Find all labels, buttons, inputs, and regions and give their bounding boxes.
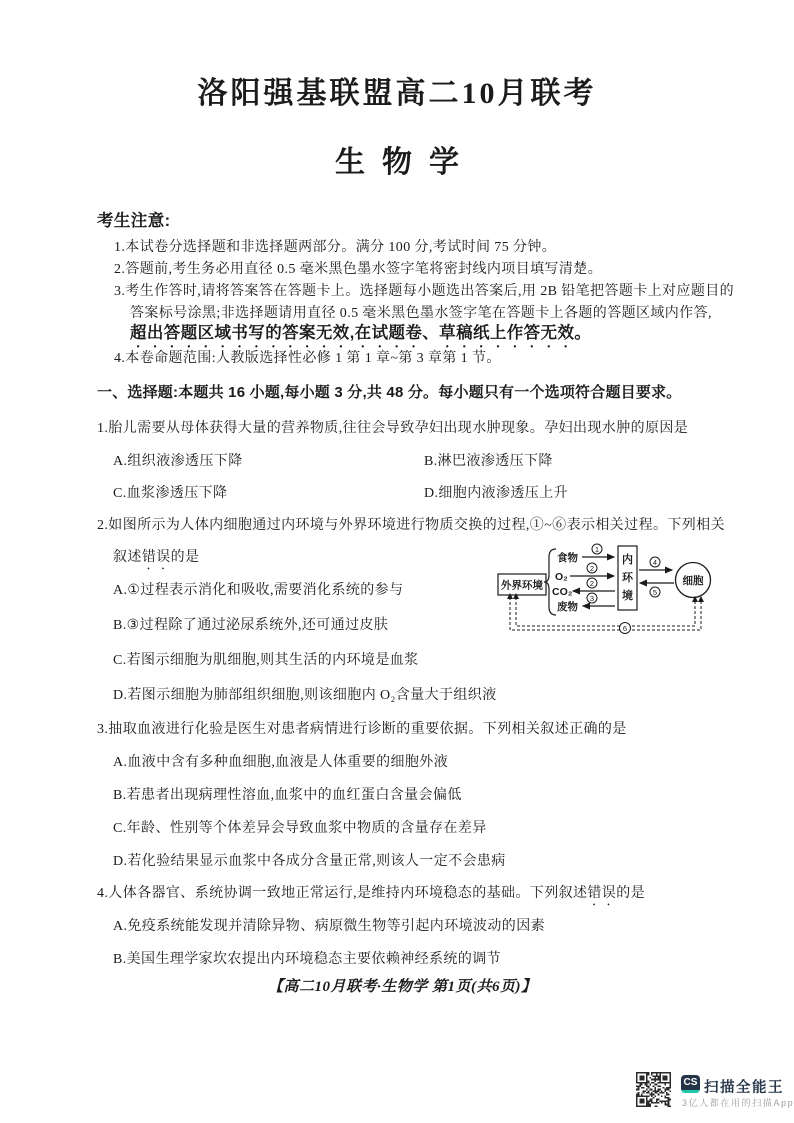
page-title: 洛阳强基联盟高二10月联考 [197,77,597,110]
circled-label-2b [587,578,597,588]
bypass-arrowhead-left2 [513,593,519,599]
q4-stem-emphasis: 错误 [587,886,617,901]
notice-line-3c-emphasized: 超出答题区域书写的答案无效,在试题卷、草稿纸上作答无效。 [130,324,592,342]
q1-stem: 1.胎儿需要从母体获得大量的营养物质,往往会导致孕妇出现水肿现象。孕妇出现水肿的原因是 [97,421,689,436]
q4-stem-pre: 4.人体各器官、系统协调一致地正常运行,是维持内环境稳态的基础。下列叙述 [97,886,588,901]
q3-option-c: C.年龄、性别等个体差异会导致血浆中物质的含量存在差异 [113,821,487,836]
q1-option-a: A.组织液渗透压下降 [113,454,243,469]
svg-text:6: 6 [622,624,628,633]
q3-option-d: D.若化验结果显示血浆中各成分含量正常,则该人一定不会患病 [113,854,506,869]
svg-text:2: 2 [589,579,595,588]
page-footer: 【高二10月联考·生物学 第1页(共6页)】 [268,979,537,995]
q2-stem2-pre: 叙述 [113,550,142,565]
q4-stem-post: 的是 [616,886,646,901]
internal-env-char3: 境 [622,590,633,602]
svg-text:2: 2 [589,564,595,573]
bypass-dashed-inner [516,597,695,626]
svg-text:5: 5 [652,588,658,597]
q3-option-b: B.若患者出现病理性溶血,血浆中的血红蛋白含量会偏低 [113,788,462,803]
q2-option-c: C.若图示细胞为肌细胞,则其生活的内环境是血浆 [113,653,419,668]
qr-code [636,1072,671,1107]
internal-env-char1: 内 [622,554,633,566]
notice-heading: 考生注意: [97,212,171,230]
q4-option-a: A.免疫系统能发现并清除异物、病原微生物等引起内环境波动的因素 [113,919,546,934]
q2-option-a: A.①过程表示消化和吸收,需要消化系统的参与 [113,583,404,598]
q2-option-b: B.③过程除了通过泌尿系统外,还可通过皮肤 [113,618,389,633]
cell-label: 细胞 [682,575,704,587]
q1-option-c: C.血浆渗透压下降 [113,486,228,501]
q1-option-d: D.细胞内液渗透压上升 [424,486,569,501]
section-heading: 一、选择题:本题共 16 小题,每小题 3 分,共 48 分。每小题只有一个选项符合题目要求。 [97,384,682,401]
q2-stem2-post: 的是 [170,550,200,565]
internal-env-char2: 环 [622,572,633,584]
q2-stem-line2 [113,548,199,573]
camscanner-tagline: 3亿人都在用的扫描App [682,1098,794,1108]
svg-text:4: 4 [652,558,658,567]
circled-label-4 [650,557,660,567]
notice-line-2: 2.答题前,考生务必用直径 0.5 毫米黑色墨水签字笔将密封线内项目填写清楚。 [114,262,603,277]
circled-label-6 [620,623,631,634]
notice-line-3a: 3.考生作答时,请将答案答在答题卡上。选择题每小题选出答案后,用 2B 铅笔把答题卡上对应题目的 [114,284,735,299]
subject-title: 生物学 [335,146,476,179]
q2-option-d: D.若图示细胞为肺部组织细胞,则该细胞内 O₂含量大于组织液 [113,688,497,703]
q4-stem [97,884,645,909]
q4-option-b: B.美国生理学家坎农提出内环境稳态主要依赖神经系统的调节 [113,952,502,967]
q1-option-b: B.淋巴液渗透压下降 [424,454,553,469]
circled-label-2a [587,563,597,573]
notice-line-3b: 答案标号涂黑;非选择题请用直径 0.5 毫米黑色墨水签字笔在答题卡上各题的答题区域内作答, [130,306,712,321]
svg-text:1: 1 [594,545,600,554]
q3-stem: 3.抽取血液进行化验是医生对患者病情进行诊断的重要依据。下列相关叙述正确的是 [97,722,627,737]
notice-line-1: 1.本试卷分选择题和非选择题两部分。满分 100 分,考试时间 75 分钟。 [114,240,557,255]
svg-text:3: 3 [589,594,595,603]
notice-line-4: 4.本卷命题范围:人教版选择性必修 1 第 1 章~第 3 章第 1 节。 [114,351,501,366]
item-o2: O₂ [555,571,568,583]
q3-option-a: A.血液中含有多种血细胞,血液是人体重要的细胞外液 [113,755,449,770]
bypass-dashed-outer [510,597,701,630]
external-env-label: 外界环境 [501,579,543,592]
q2-stem2-emphasis: 错误 [141,550,171,565]
circled-label-3 [587,593,597,603]
camscanner-brand-text: 扫描全能王 [704,1080,784,1096]
circled-label-5 [650,587,660,597]
camscanner-logo-icon: CS [681,1075,700,1093]
item-food: 食物 [557,552,578,564]
circled-label-1 [592,544,602,554]
q2-stem-line1: 2.如图所示为人体内细胞通过内环境与外界环境进行物质交换的过程,①~⑥表示相关过程。下列相关 [97,518,725,533]
bypass-arrowhead-left1 [507,593,513,599]
item-co2: CO₂ [552,586,573,598]
item-waste: 废物 [557,601,578,613]
q2-environment-exchange-diagram [486,541,744,645]
